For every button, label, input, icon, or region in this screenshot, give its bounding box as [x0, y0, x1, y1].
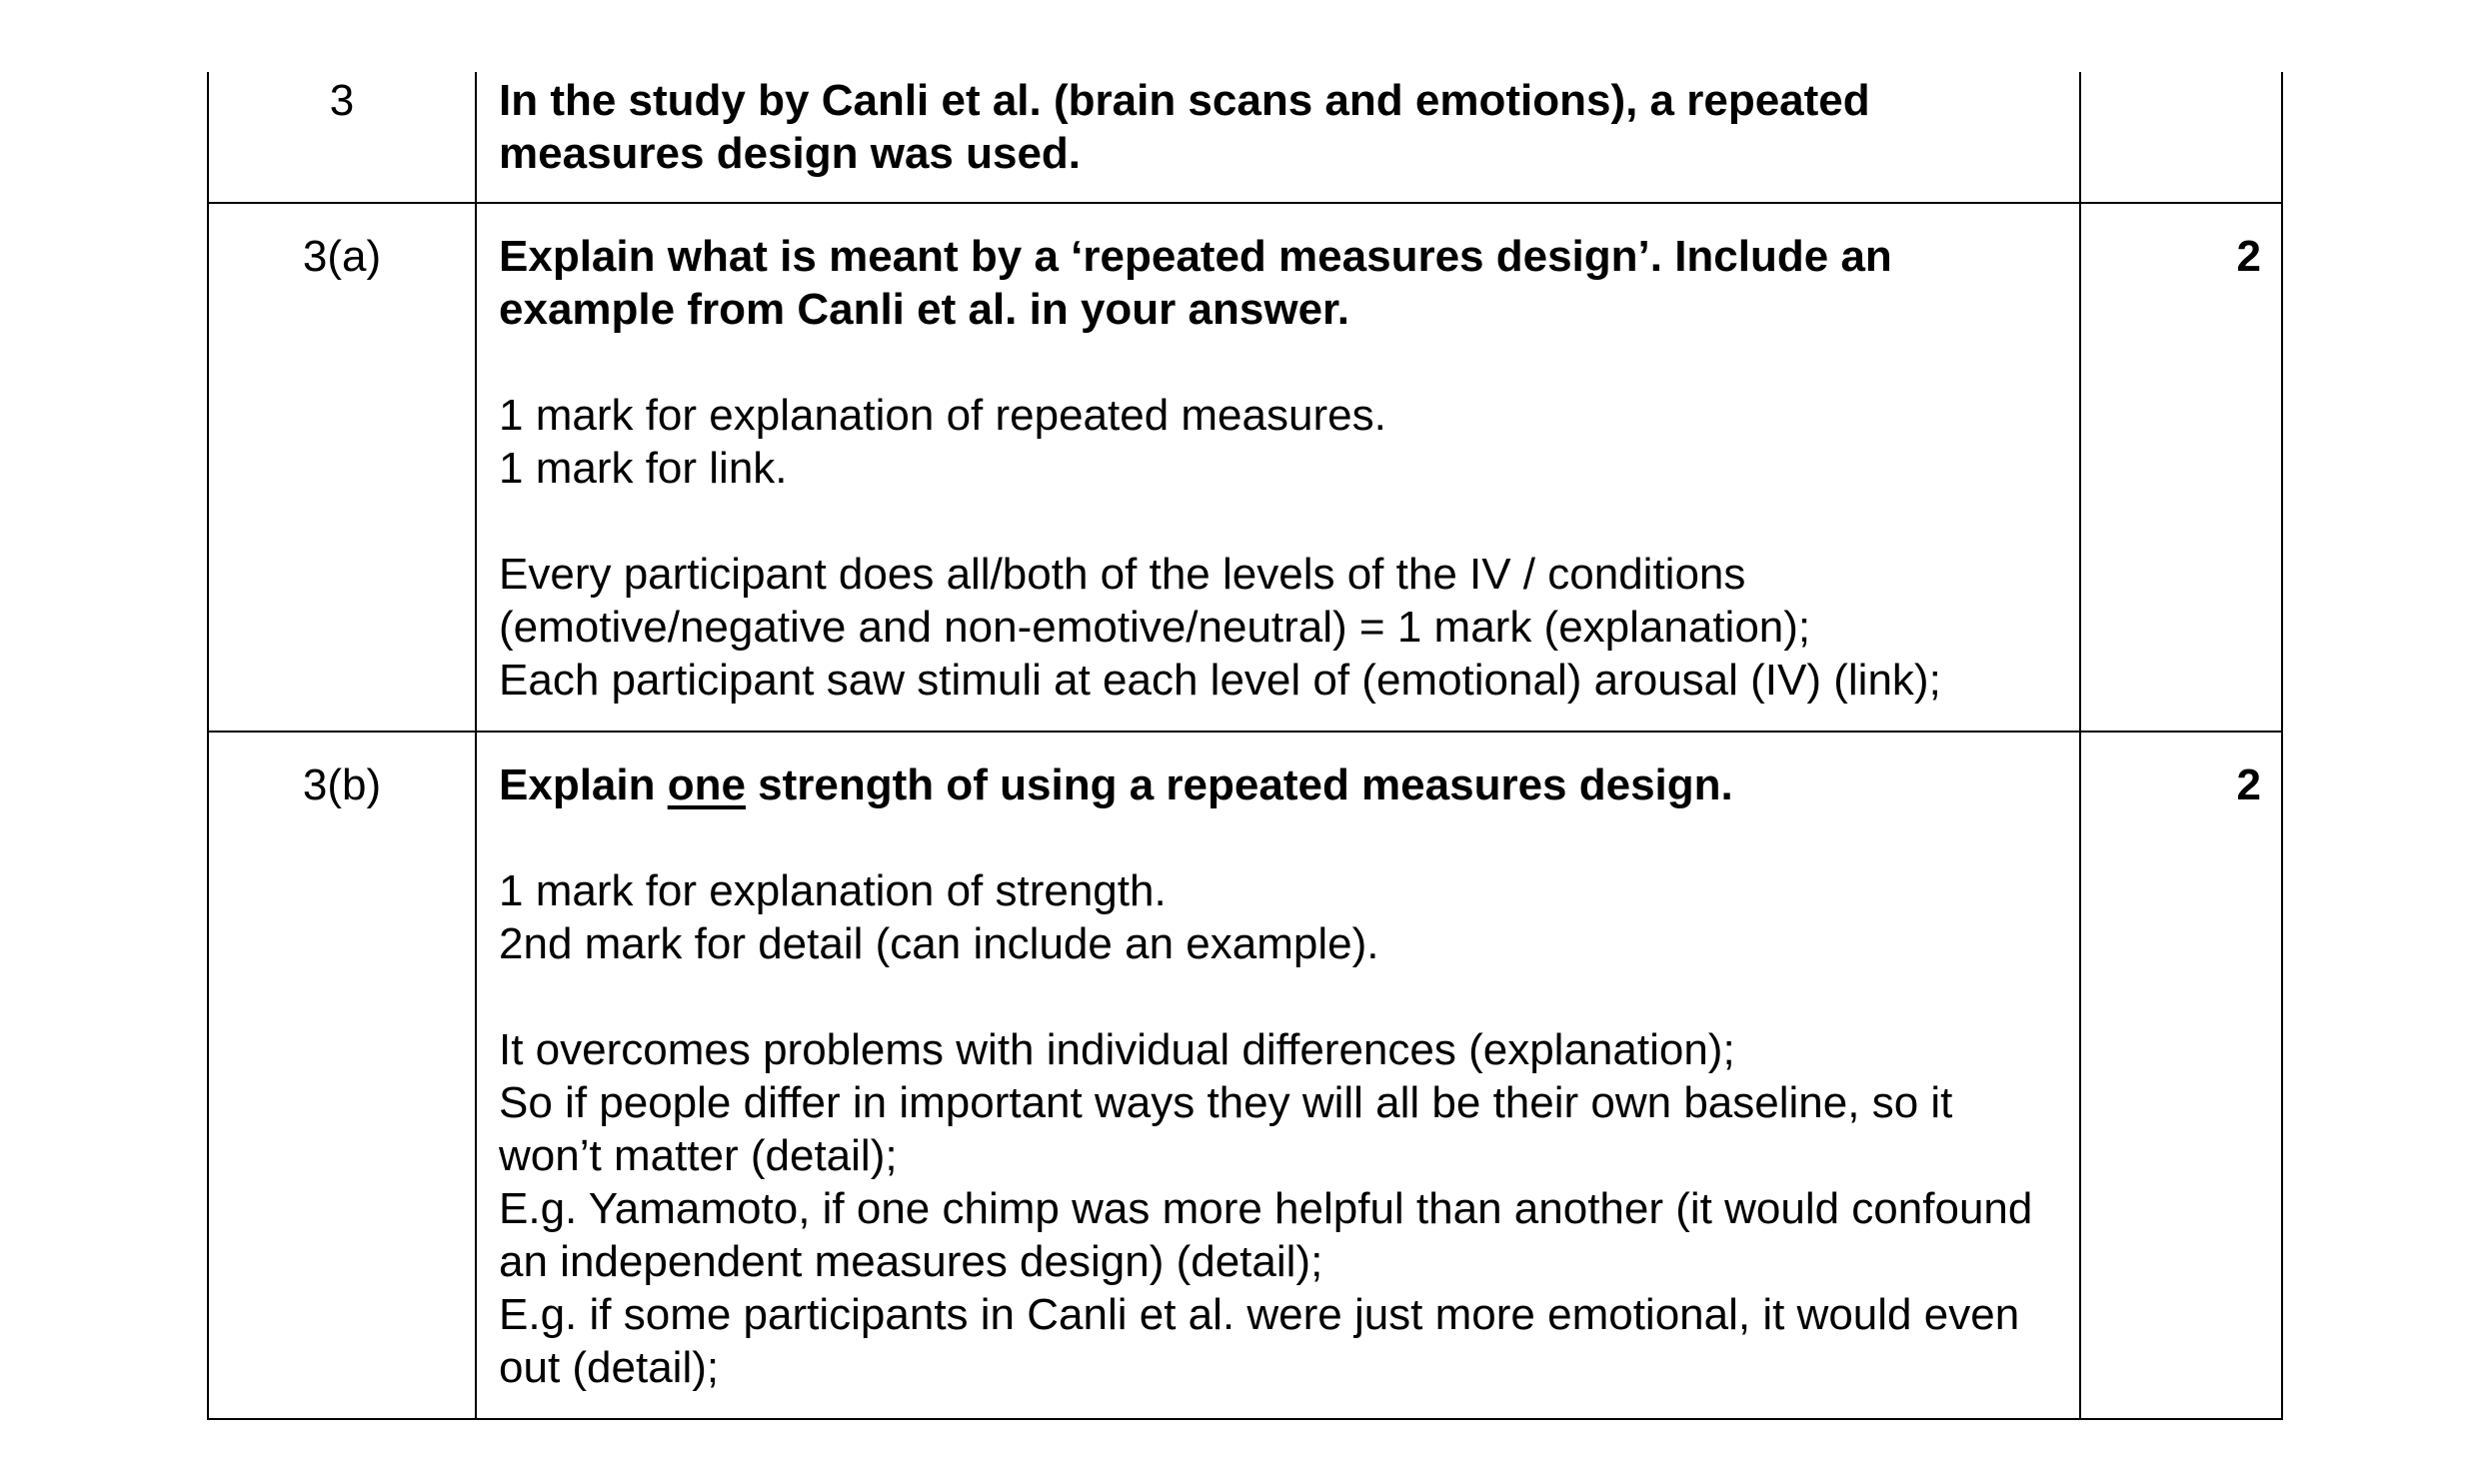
- question-number: 3: [208, 72, 476, 203]
- table-row-question-3: [208, 72, 2282, 203]
- marks-cell: 2: [2080, 732, 2282, 1419]
- question-text-underlined: one: [667, 760, 746, 809]
- mark-guidance-line: 1 mark for explanation of repeated measures.: [499, 391, 1386, 440]
- question-text: Explain what is meant by a ‘repeated measures design’. Include an example from Canli et al. in your answer.: [499, 232, 1892, 334]
- mark-guidance-line: 2nd mark for detail (can include an example).: [499, 919, 1379, 968]
- answer-cell: [476, 732, 2080, 1419]
- table-row-question-3b: [208, 732, 2282, 1419]
- mark-scheme-table: [207, 72, 2283, 1420]
- answer-cell: [476, 72, 2080, 203]
- table-row-question-3a: [208, 203, 2282, 732]
- marks-cell: 2: [2080, 203, 2282, 732]
- question-text: [499, 758, 2059, 811]
- answer-point: E.g. if some participants in Canli et al. were just more emotional, it would even out (detail);: [499, 1290, 2020, 1392]
- marks-cell: [2080, 72, 2282, 203]
- answer-cell: [476, 203, 2080, 732]
- answer-point: E.g. Yamamoto, if one chimp was more helpful than another (it would confound an independent measures design) (detail);: [499, 1184, 2033, 1286]
- question-number: 3(a): [208, 203, 476, 732]
- mark-guidance-line: 1 mark for link.: [499, 444, 788, 493]
- answer-point: Every participant does all/both of the levels of the IV / conditions (emotive/negative and non-emotive/neutral) = 1 mark (explanation);: [499, 550, 1811, 652]
- mark-guidance-line: 1 mark for explanation of strength.: [499, 866, 1167, 915]
- question-text-after: strength of using a repeated measures design.: [745, 760, 1733, 809]
- answer-point: So if people differ in important ways they will all be their own baseline, so it won’t matter (detail);: [499, 1078, 1953, 1180]
- question-text-before: Explain: [499, 760, 668, 809]
- question-number: 3(b): [208, 732, 476, 1419]
- question-text: In the study by Canli et al. (brain scans and emotions), a repeated measures design was used.: [499, 76, 1870, 178]
- answer-point: It overcomes problems with individual differences (explanation);: [499, 1025, 1735, 1074]
- answer-point: Each participant saw stimuli at each level of (emotional) arousal (IV) (link);: [499, 656, 1941, 705]
